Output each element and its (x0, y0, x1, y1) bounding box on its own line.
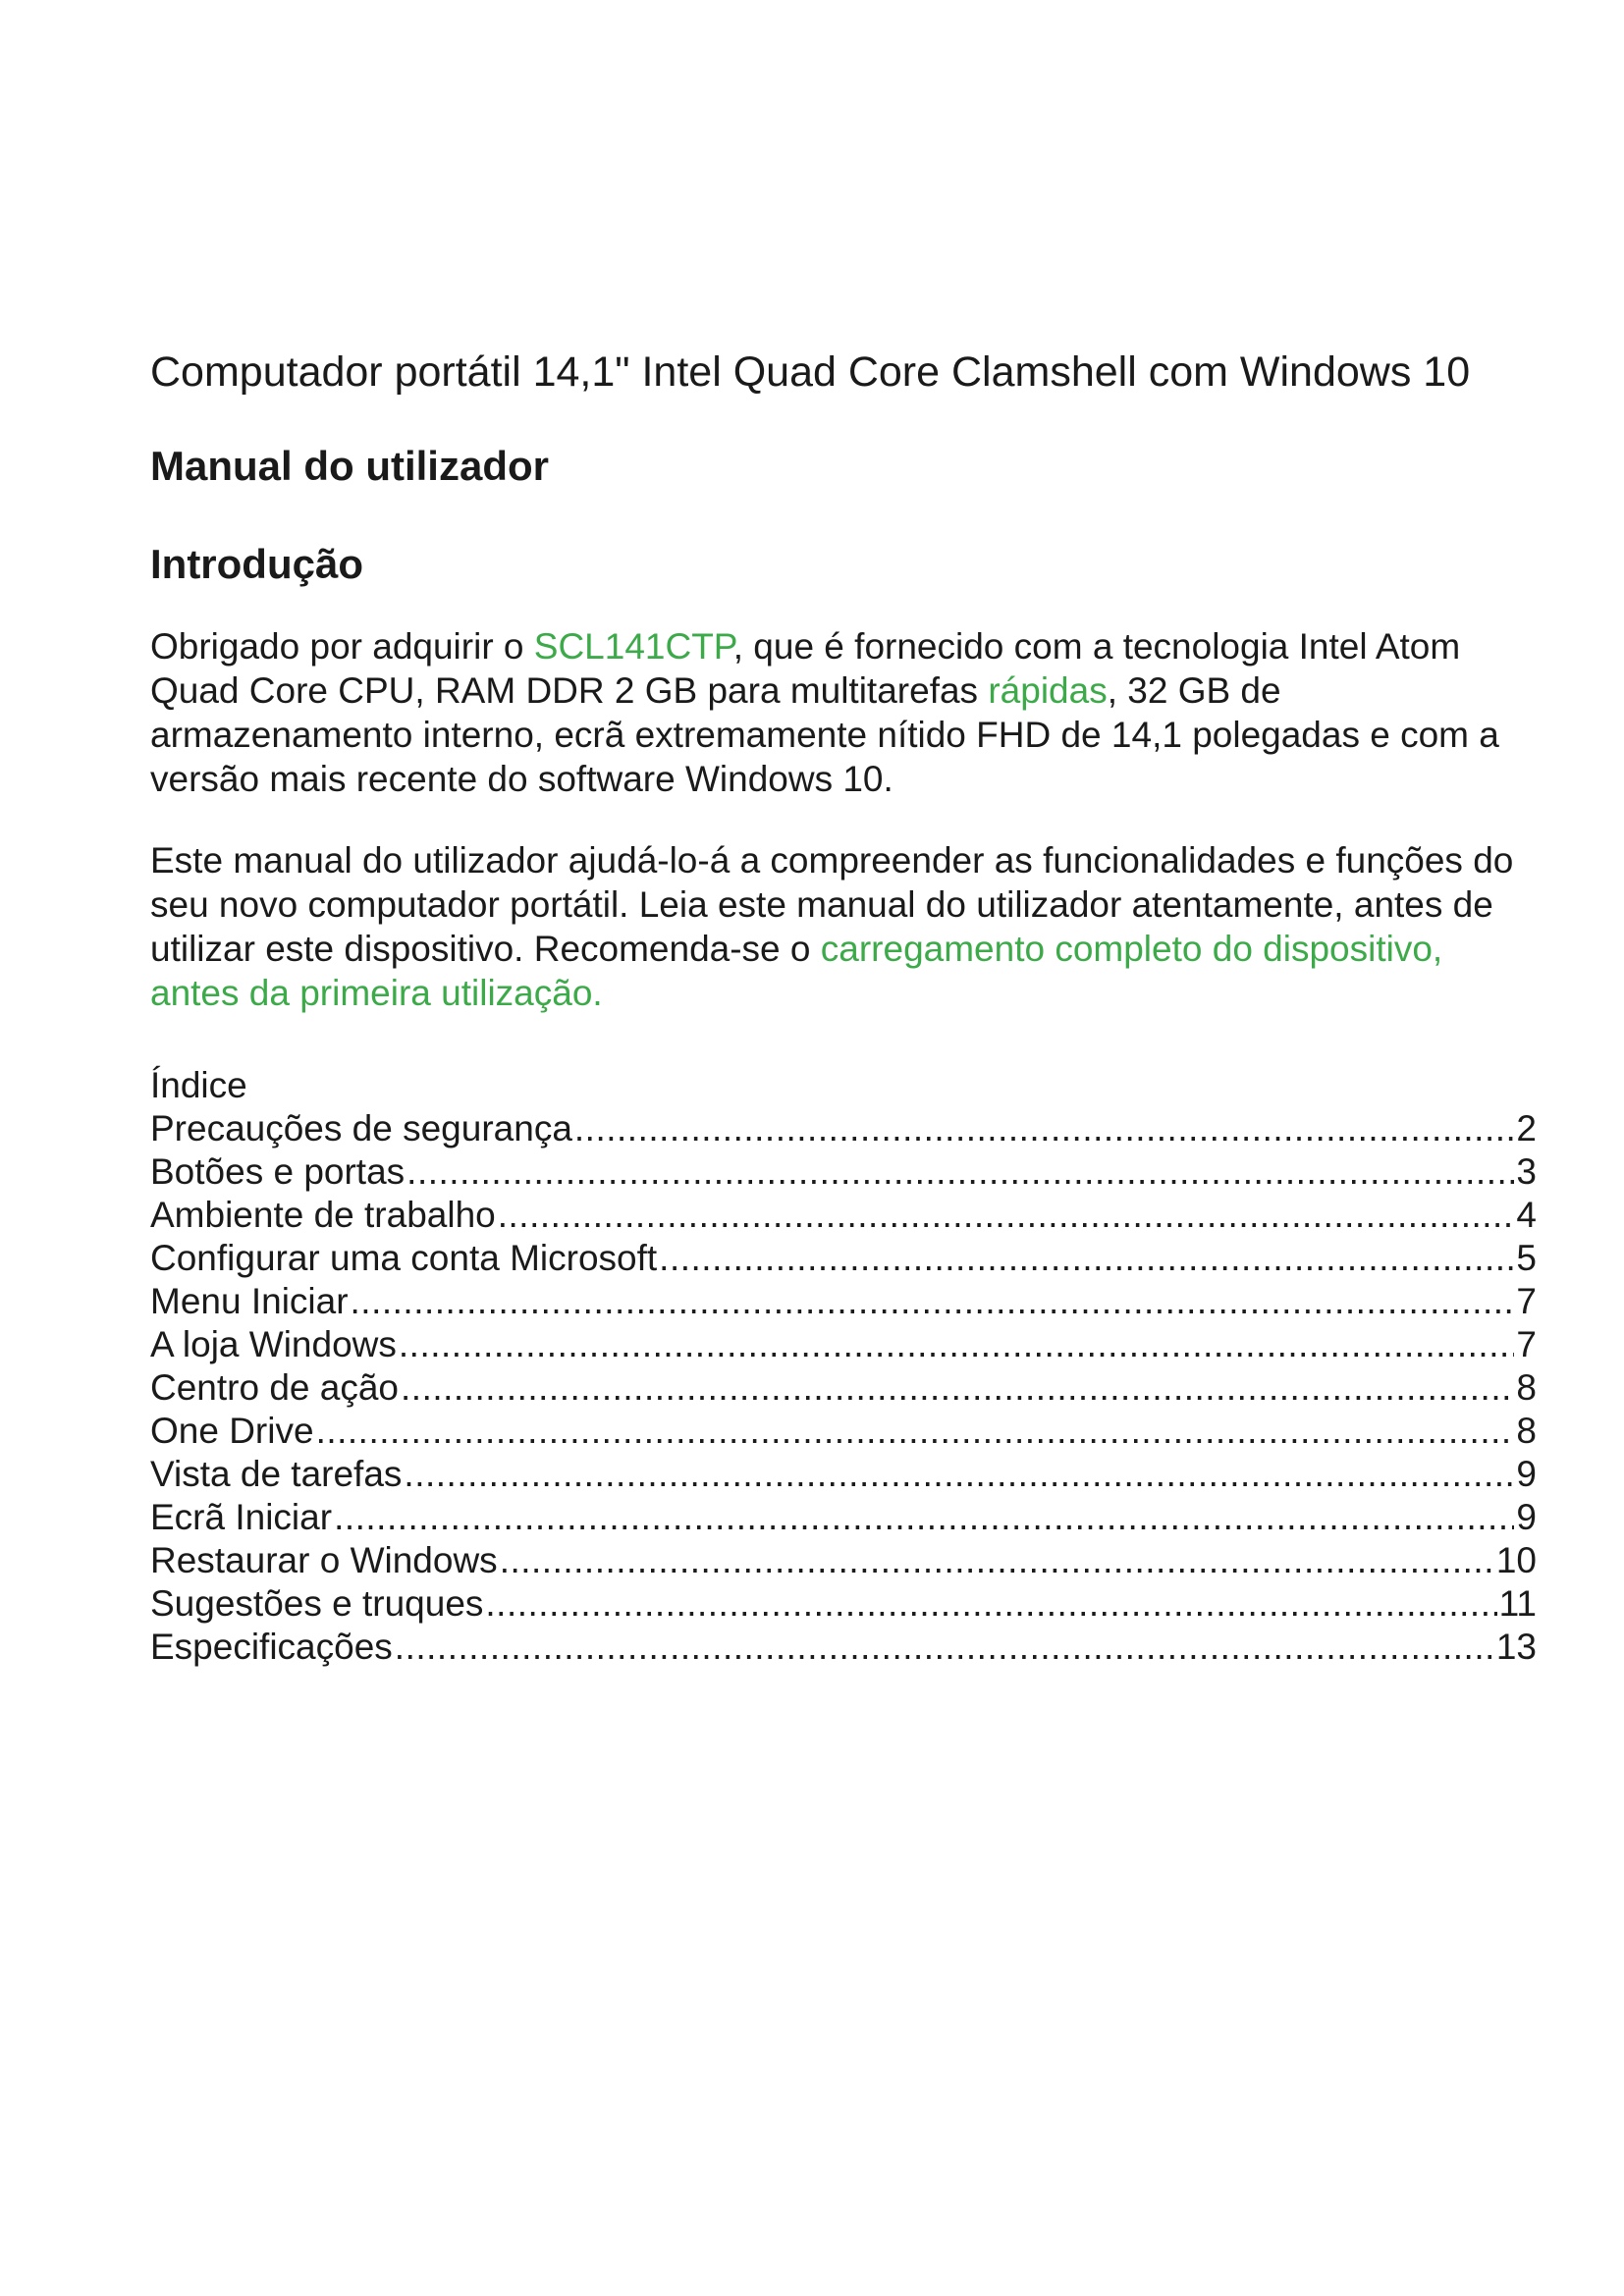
document-page (150, 346, 1537, 1669)
toc-entry-page: 8 (1516, 1367, 1537, 1408)
toc-entry[interactable] (150, 1539, 1537, 1582)
toc-entry-page: 3 (1516, 1151, 1537, 1192)
toc-entry[interactable] (150, 1496, 1537, 1539)
toc-entry[interactable] (150, 1280, 1537, 1323)
toc-entry-label: Precauções de segurança (150, 1108, 572, 1148)
intro-highlight: rápidas (988, 670, 1108, 711)
intro-text-2: , que é fornecido com a tecnologia Intel Atom Quad Core CPU, RAM DDR 2 GB para multitarefas (150, 626, 1461, 711)
toc-entry-label: Menu Iniciar (150, 1281, 349, 1321)
intro-heading: Introdução (150, 541, 363, 587)
toc-entry-label: Botões e portas (150, 1151, 406, 1192)
toc-entry-label: A loja Windows (150, 1324, 397, 1364)
toc-entry-page: 5 (1516, 1238, 1537, 1278)
intro-text-1: Obrigado por adquirir o (150, 626, 534, 667)
toc-title: Índice (150, 1065, 247, 1105)
toc-entry-label: One Drive (150, 1411, 314, 1451)
toc-entry-label: Ambiente de trabalho (150, 1195, 496, 1235)
intro-paragraph (150, 624, 1537, 801)
toc-entry[interactable] (150, 1626, 1537, 1669)
toc-leader-dots (334, 1496, 1514, 1539)
toc-entry-label: Vista de tarefas (150, 1454, 403, 1494)
table-of-contents (150, 1107, 1537, 1669)
charging-note: carregamento completo do dispositivo, antes da primeira utilização. (150, 929, 1443, 1013)
toc-entry[interactable] (150, 1107, 1537, 1150)
toc-leader-dots (316, 1410, 1515, 1453)
toc-entry[interactable] (150, 1410, 1537, 1453)
toc-leader-dots (485, 1582, 1496, 1626)
model-name: SCL141CTP (533, 626, 733, 667)
toc-leader-dots (500, 1539, 1494, 1582)
toc-entry[interactable] (150, 1237, 1537, 1280)
toc-entry-label: Sugestões e truques (150, 1583, 484, 1624)
toc-entry-page: 2 (1516, 1108, 1537, 1148)
intro-text-3: , 32 GB de armazenamento interno, ecrã extremamente nítido FHD de 14,1 polegadas e com a versão mais recente do software Windows 10. (150, 670, 1499, 799)
toc-leader-dots (351, 1280, 1515, 1323)
toc-leader-dots (395, 1626, 1494, 1669)
manual-paragraph (150, 838, 1537, 1015)
toc-entry-page: 4 (1516, 1195, 1537, 1235)
toc-entry[interactable] (150, 1453, 1537, 1496)
toc-entry-label: Centro de ação (150, 1367, 400, 1408)
toc-leader-dots (498, 1194, 1515, 1237)
toc-entry-page: 10 (1495, 1540, 1537, 1580)
toc-entry-page: 9 (1516, 1497, 1537, 1537)
toc-entry[interactable] (150, 1366, 1537, 1410)
toc-entry[interactable] (150, 1194, 1537, 1237)
toc-leader-dots (659, 1237, 1514, 1280)
toc-entry-label: Ecrã Iniciar (150, 1497, 333, 1537)
toc-entry-label: Configurar uma conta Microsoft (150, 1238, 658, 1278)
document-title: Computador portátil 14,1" Intel Quad Core Clamshell com Windows 10 (150, 348, 1471, 396)
toc-entry-page: 13 (1495, 1627, 1537, 1667)
toc-entry-page: 9 (1516, 1454, 1537, 1494)
toc-leader-dots (401, 1366, 1514, 1410)
manual-heading: Manual do utilizador (150, 443, 549, 489)
toc-entry-page: 7 (1516, 1281, 1537, 1321)
toc-entry-page: 11 (1498, 1583, 1537, 1624)
toc-entry[interactable] (150, 1323, 1537, 1366)
toc-entry-page: 8 (1516, 1411, 1537, 1451)
toc-leader-dots (399, 1323, 1515, 1366)
toc-entry-page: 7 (1516, 1324, 1537, 1364)
toc-leader-dots (406, 1150, 1514, 1194)
toc-entry-label: Especificações (150, 1627, 393, 1667)
toc-leader-dots (574, 1107, 1515, 1150)
toc-entry[interactable] (150, 1582, 1537, 1626)
toc-leader-dots (404, 1453, 1514, 1496)
toc-entry[interactable] (150, 1150, 1537, 1194)
toc-entry-label: Restaurar o Windows (150, 1540, 498, 1580)
manual-text-1: Este manual do utilizador ajudá-lo-á a compreender as funcionalidades e funções do seu novo computador portátil. Leia este manual do utilizador atentamente, antes de utilizar este dispositivo. Recomenda-se o (150, 840, 1514, 969)
